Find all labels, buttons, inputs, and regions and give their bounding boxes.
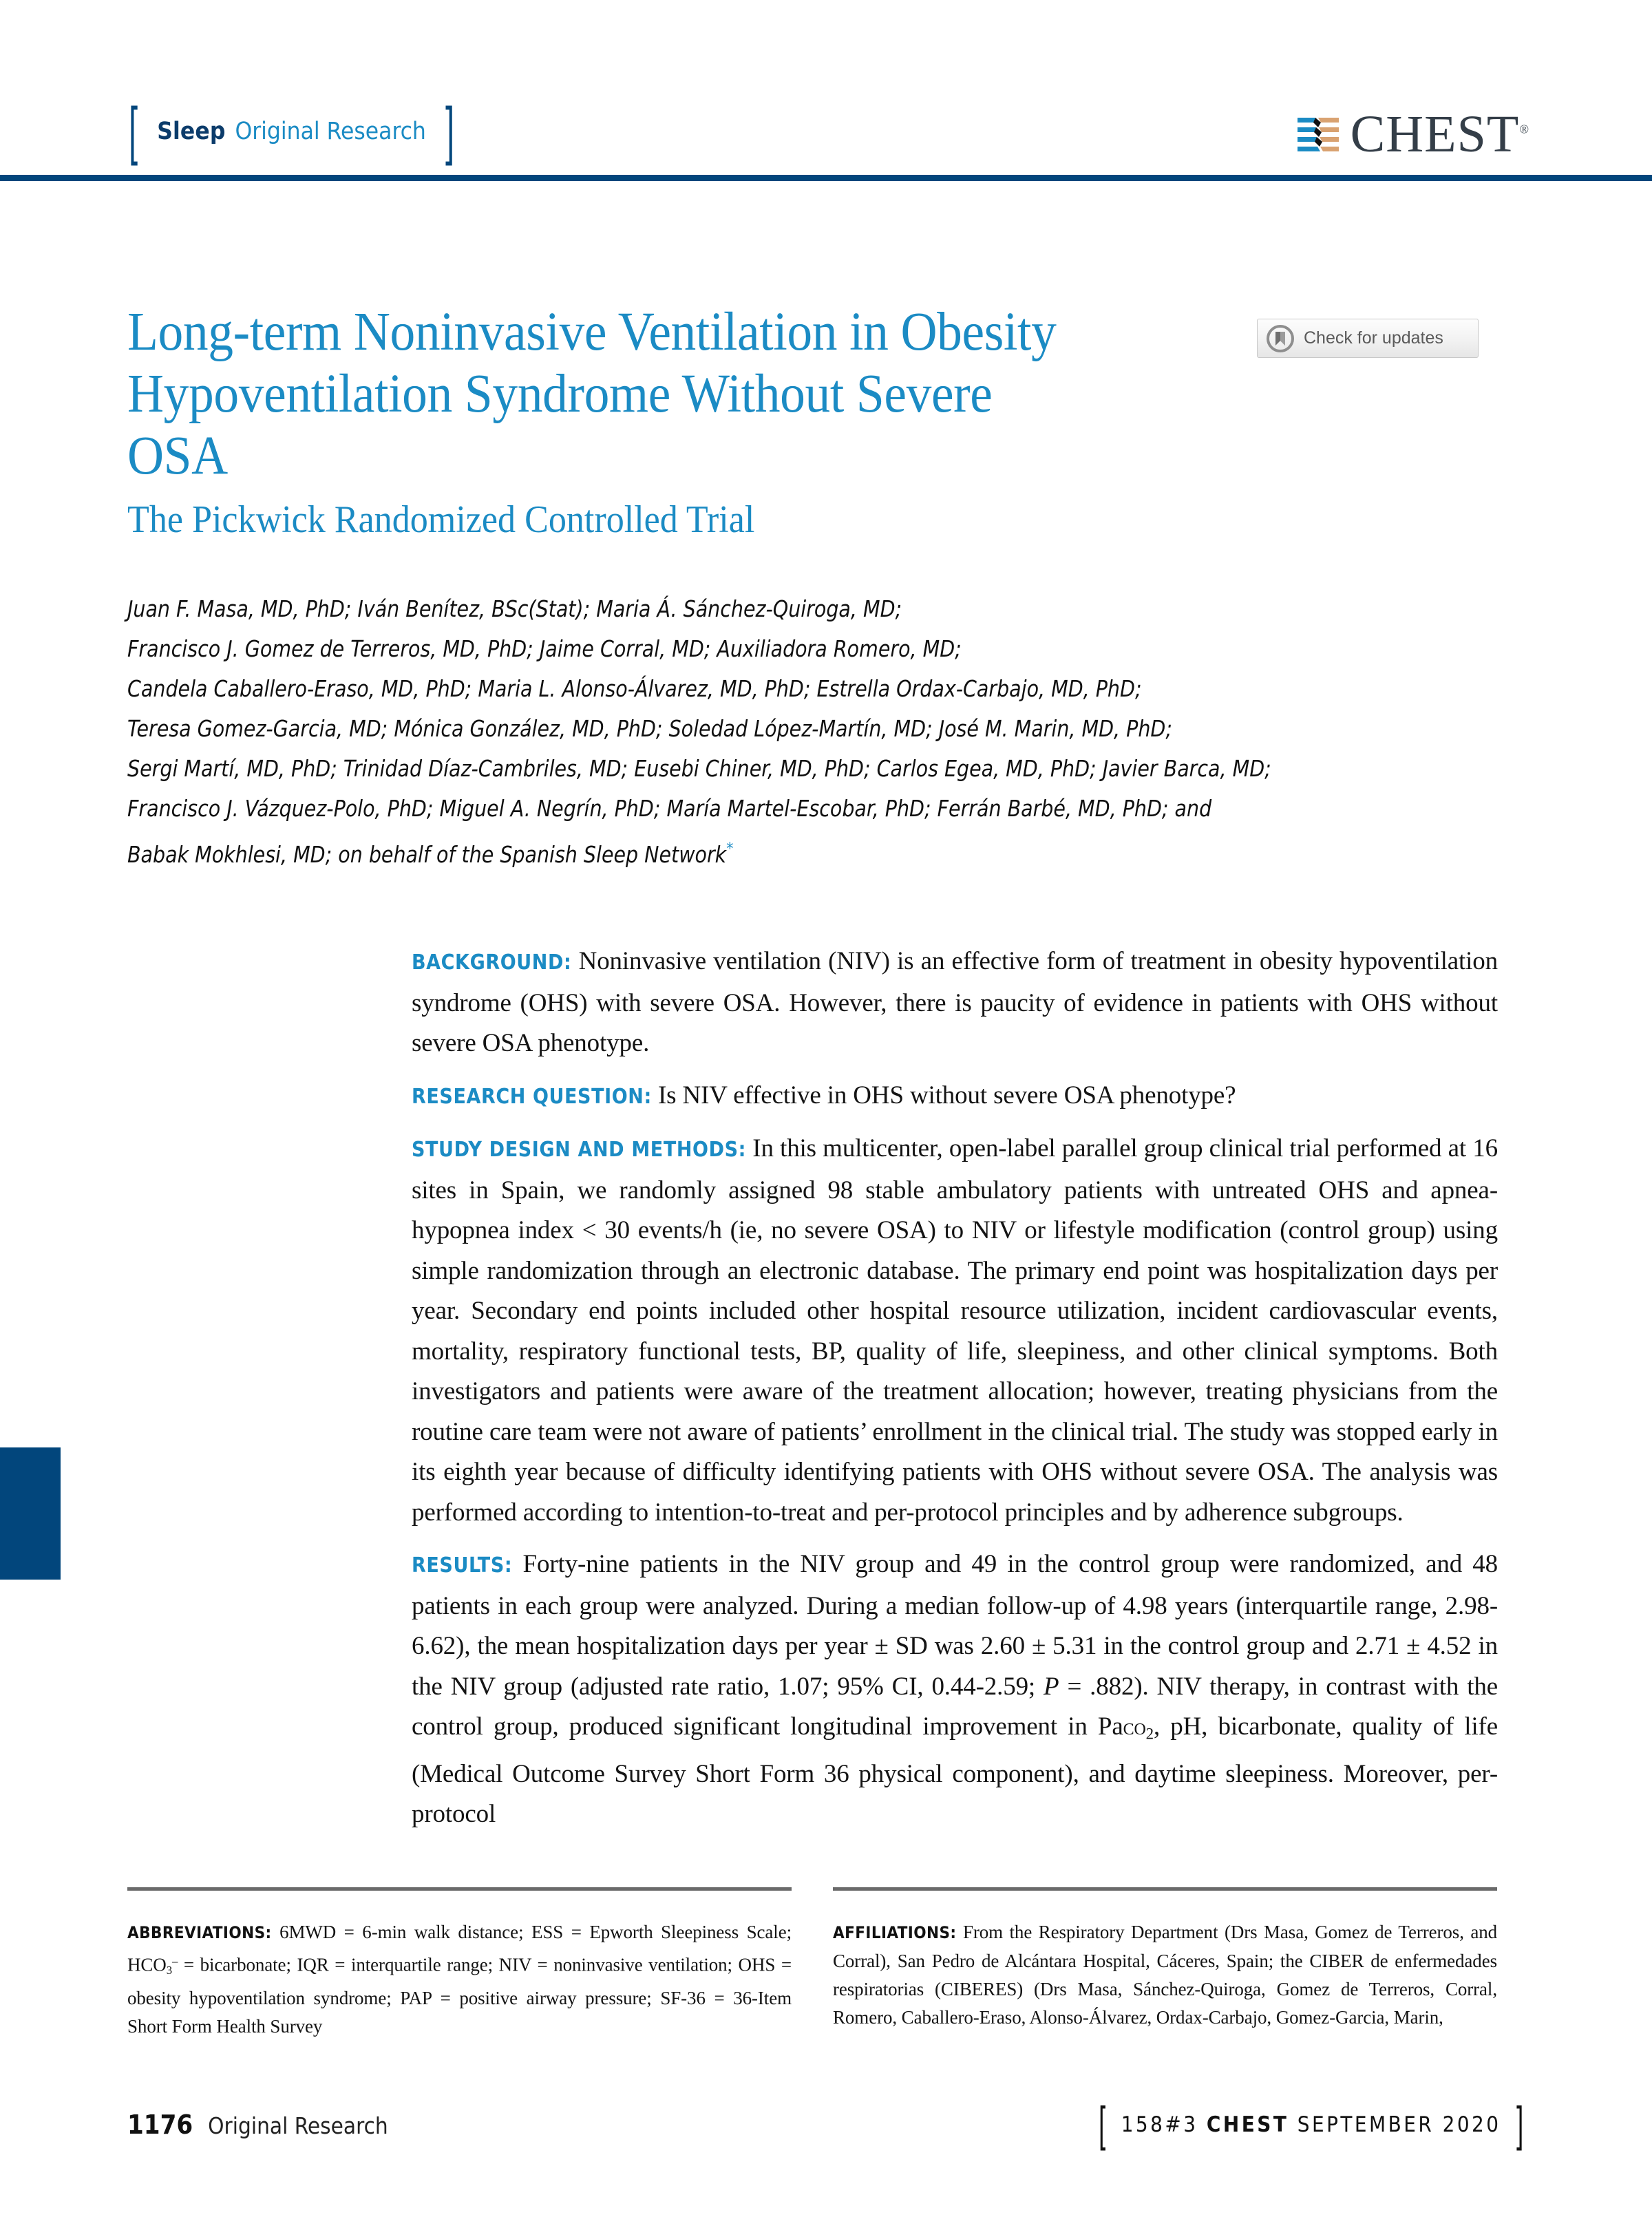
affiliation-footnote-marker: * — [726, 839, 734, 858]
author-line: Teresa Gomez-Garcia, MD; Mónica González, MD, PhD; Soledad López-Martín, MD; José M. Marin, MD, PhD; — [127, 715, 1172, 742]
footer-citation-text — [1121, 2112, 1501, 2137]
abstract-research-question-text: Is NIV effective in OHS without severe OSA phenotype? — [657, 1081, 1236, 1110]
abbreviations-text-b: = bicarbonate; IQR = interquartile range; NIV = noninvasive ventilation; OHS = obesity hypoventilation syndrome; PAP = positive airway pressure; SF-36 = 36-Item Short Form Health Survey — [127, 1954, 792, 2037]
author-line: Candela Caballero-Eraso, MD, PhD; Maria L. Alonso-Álvarez, MD, PhD; Estrella Ordax-Carbajo, MD, PhD; — [127, 675, 1142, 702]
page-header — [0, 0, 1652, 180]
footer-citation — [1097, 2097, 1525, 2152]
abstract — [412, 942, 1498, 1835]
bicarbonate-subscript: 3 — [166, 1964, 172, 1977]
article-title: Long-term Noninvasive Ventilation in Obesity Hypoventilation Syndrome Without Severe OSA — [127, 302, 1057, 487]
abstract-background — [412, 942, 1498, 1064]
bicarbonate-charge: – — [172, 1955, 178, 1968]
author-line-last-text: Babak Mokhlesi, MD; on behalf of the Spanish Sleep Network — [127, 841, 727, 868]
registered-mark: ® — [1519, 122, 1529, 136]
section-label: Sleep — [157, 118, 226, 145]
abstract-background-label: BACKGROUND: — [412, 951, 572, 975]
abbreviations-column — [127, 1887, 792, 2041]
footer-left — [127, 2110, 388, 2140]
title-block — [127, 301, 1146, 543]
footnote-section — [127, 1887, 1497, 2041]
author-list — [127, 589, 1497, 875]
chest-ribbon-icon — [1297, 114, 1339, 155]
abstract-background-text: Noninvasive ventilation (NIV) is an effective form of treatment in obesity hypoventilation syndrome (OHS) with severe OSA. However, there is paucity of evidence in patients with OHS without severe OSA phenotype. — [412, 947, 1498, 1057]
bracket-close: ] — [445, 95, 454, 167]
page-footer — [127, 2097, 1525, 2152]
abbreviations-text-a: 6MWD = 6-min walk distance; ESS = Epworth Sleepiness Scale; HCO — [127, 1922, 792, 1975]
affiliations-note — [833, 1918, 1497, 2032]
check-for-updates-label: Check for updates — [1304, 328, 1443, 348]
bracket-open: [ — [129, 95, 138, 167]
check-for-updates-badge[interactable] — [1257, 319, 1479, 358]
affiliations-column — [833, 1887, 1497, 2041]
abbreviations-note — [127, 1918, 792, 2041]
affiliations-text: From the Respiratory Department (Drs Masa, Gomez de Terreros, and Corral), San Pedro de Alcántara Hospital, Cáceres, Spain; the CIBER de enfermedades respiratorias (CIBERES) (Drs Masa, Sánchez-Quiroga, Gomez de Terreros, Corral, Romero, Caballero-Eraso, Alonso-Álvarez, Ordax-Carbajo, Gomez-Garcia, Marin, — [833, 1922, 1497, 2028]
abstract-results-text-part2: = .882). NIV therapy, in contrast with the control group, produced significant longitudinal improvement in Pa — [412, 1672, 1499, 1741]
author-line: Francisco J. Gomez de Terreros, MD, PhD; Jaime Corral, MD; Auxiliadora Romero, MD; — [127, 635, 962, 662]
page-number: 1176 — [127, 2110, 193, 2140]
abstract-methods-label: STUDY DESIGN AND METHODS: — [412, 1138, 747, 1162]
crossmark-icon — [1267, 325, 1294, 352]
abstract-methods-text: In this multicenter, open-label parallel group clinical trial performed at 16 sites in Spain, we randomly assigned 98 stable ambulatory patients with untreated OHS and apnea-hypopnea index < 30 events/h (ie, no severe OSA) to NIV or lifestyle modification (control group) using simple randomization through an electronic database. The primary end point was hospitalization days per year. Secondary end points included other hospital resource utilization, incident cardiovascular events, mortality, respiratory functional tests, BP, quality of life, sleepiness, and other clinical symptoms. Both investigators and patients were aware of the treatment allocation; however, treating physicians from the routine care team were not aware of patients’ enrollment in the clinical trial. The study was stopped early in its eighth year because of difficulty identifying patients with OHS without severe OSA. The analysis was performed according to intention-to-treat and per-protocol principles and by adherence subgroups. — [412, 1134, 1498, 1527]
footer-bracket-open: [ — [1099, 2097, 1106, 2152]
footer-journal: CHEST — [1206, 2112, 1289, 2137]
running-head — [127, 95, 456, 167]
paco2-co: co — [1123, 1714, 1146, 1740]
paco2-subscript: 2 — [1145, 1725, 1154, 1743]
chest-wordmark-text: CHEST — [1350, 105, 1520, 163]
footer-date: SEPTEMBER 2020 — [1297, 2112, 1501, 2137]
p-value-symbol: P — [1044, 1672, 1059, 1701]
abstract-results-text-part3: , pH, bicarbonate, quality of life (Medical Outcome Survey Short Form 36 physical component), and daytime sleepiness. Moreover, per-protocol — [412, 1712, 1498, 1829]
author-line-last — [127, 829, 1442, 875]
abstract-research-question-label: RESEARCH QUESTION: — [412, 1084, 652, 1109]
chest-journal-logo — [1297, 103, 1529, 165]
abstract-results-text-part1: Forty-nine patients in the NIV group and 49 in the control group were randomized, and 48 patients in each group were analyzed. During a median follow-up of 4.98 years (interquartile range, 2.98-6.62), the mean hospitalization days per year ± SD was 2.60 ± 5.31 in the control group and 2.71 ± 4.52 in the NIV group (adjusted rate ratio, 1.07; 95% CI, 0.44-2.59; — [412, 1550, 1499, 1701]
article-type-label: Original Research — [235, 118, 426, 145]
side-edge-tab — [0, 1447, 61, 1580]
footer-bracket-close: ] — [1516, 2097, 1523, 2152]
footer-section-label: Original Research — [208, 2112, 388, 2139]
chest-wordmark — [1350, 105, 1529, 163]
abbreviations-label: ABBREVIATIONS: — [127, 1923, 272, 1942]
abstract-results — [412, 1544, 1498, 1835]
footnote-rule — [127, 1887, 792, 1891]
footnote-rule — [833, 1887, 1497, 1891]
author-line: Juan F. Masa, MD, PhD; Iván Benítez, BSc(Stat); Maria Á. Sánchez-Quiroga, MD; — [127, 595, 902, 622]
footer-volume: 158#3 — [1121, 2112, 1198, 2137]
header-divider-rule — [0, 175, 1652, 181]
author-line: Francisco J. Vázquez-Polo, PhD; Miguel A. Negrín, PhD; María Martel-Escobar, PhD; Ferrán Barbé, MD, PhD; and — [127, 795, 1212, 822]
abstract-results-label: RESULTS: — [412, 1553, 513, 1578]
abstract-methods — [412, 1129, 1498, 1533]
affiliations-label: AFFILIATIONS: — [833, 1923, 957, 1942]
article-subtitle: The Pickwick Randomized Controlled Trial — [127, 498, 755, 542]
author-line: Sergi Martí, MD, PhD; Trinidad Díaz-Cambriles, MD; Eusebi Chiner, MD, PhD; Carlos Egea, MD, PhD; Javier Barca, MD; — [127, 755, 1271, 782]
abstract-research-question — [412, 1076, 1498, 1118]
